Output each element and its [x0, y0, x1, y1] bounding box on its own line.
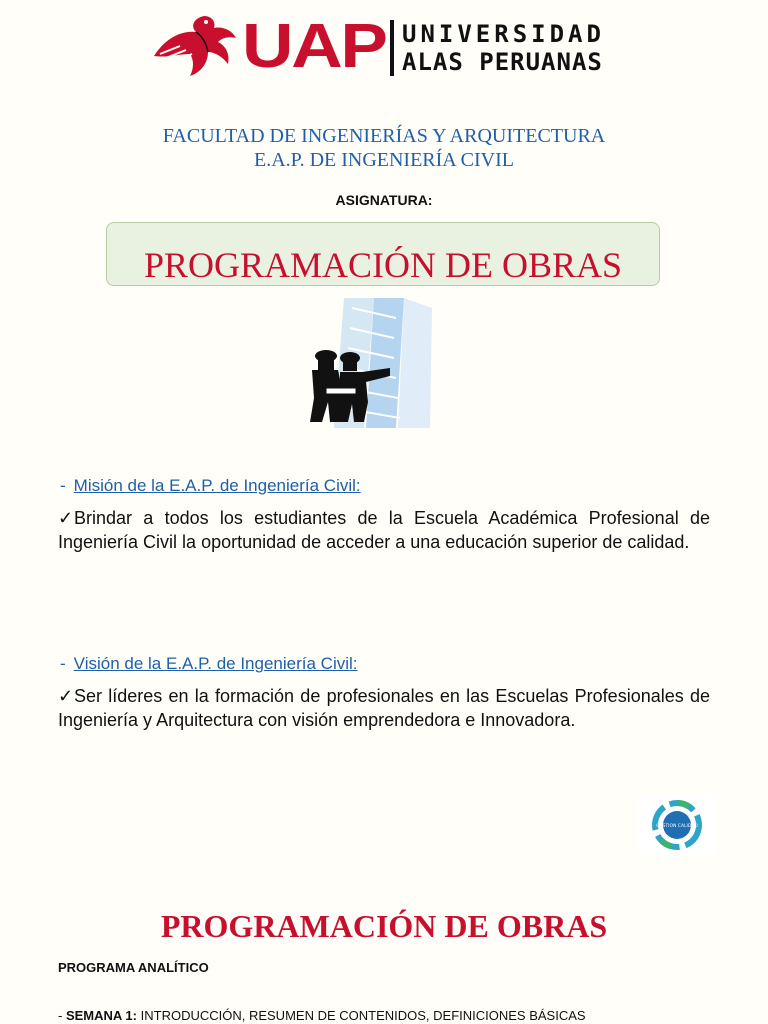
- checkmark-icon: ✓: [58, 686, 74, 706]
- course-title: PROGRAMACIÓN DE OBRAS: [143, 245, 623, 285]
- faculty-line2: E.A.P. DE INGENIERÍA CIVIL: [254, 149, 514, 171]
- logo-acronym: UAP: [242, 12, 386, 81]
- vision-heading: [60, 654, 358, 674]
- week1-label: SEMANA 1:: [65, 1008, 137, 1023]
- university-name-line2: ALAS PERUANAS: [402, 48, 603, 76]
- university-name-line1: UNIVERSIDAD: [402, 20, 605, 48]
- mision-heading-text: Misión de la E.A.P. de Ingeniería Civil:: [73, 476, 361, 495]
- eagle-icon: [150, 10, 240, 82]
- faculty-heading: [0, 124, 768, 172]
- checkmark-icon: ✓: [58, 508, 74, 528]
- course-title-box: [106, 222, 660, 286]
- vision-dash: -: [60, 654, 66, 673]
- vision-text: Ser líderes en la formación de profesionales en las Escuelas Profesionales de Ingeniería y Arquitectura con visión emprendedora e Innovadora.: [58, 686, 710, 730]
- badge-label: GESTION CALIDAD: [656, 824, 698, 829]
- week1-item: [58, 1008, 586, 1023]
- program-title: PROGRAMACIÓN DE OBRAS: [160, 908, 608, 944]
- mision-paragraph: [58, 506, 710, 554]
- week1-text: INTRODUCCIÓN, RESUMEN DE CONTENIDOS, DEFINICIONES BÁSICAS: [140, 1008, 586, 1023]
- mision-heading: [60, 476, 361, 496]
- week1-dash: -: [58, 1008, 63, 1023]
- program-subtitle: PROGRAMA ANALÍTICO: [58, 960, 209, 975]
- logo-divider: [390, 20, 394, 76]
- university-logo: [150, 10, 620, 82]
- mision-dash: -: [60, 476, 66, 495]
- quality-cycle-icon: [638, 795, 716, 855]
- course-label: ASIGNATURA:: [335, 192, 433, 208]
- faculty-line1: FACULTAD DE INGENIERÍAS Y ARQUITECTURA: [162, 125, 606, 147]
- vision-paragraph: [58, 684, 710, 732]
- mision-text: Brindar a todos los estudiantes de la Escuela Académica Profesional de Ingeniería Civil la oportunidad de acceder a una educación superior de calidad.: [58, 508, 710, 552]
- construction-workers-image: [304, 298, 434, 428]
- vision-heading-text: Visión de la E.A.P. de Ingeniería Civil:: [73, 654, 358, 673]
